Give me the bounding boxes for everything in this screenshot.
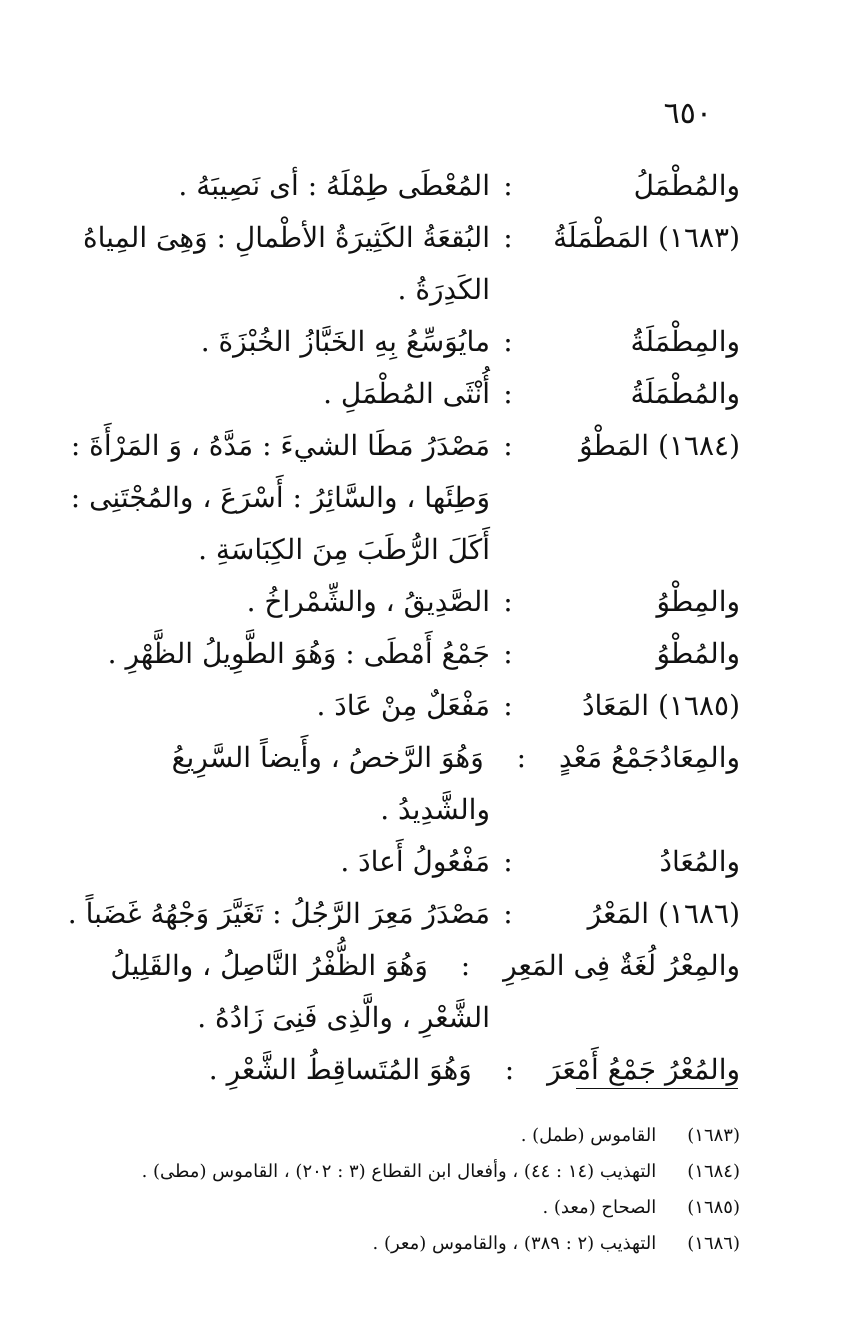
footnote-item bbox=[60, 1154, 740, 1190]
footnote-number: (١٦٨٥) bbox=[687, 1197, 740, 1218]
entry-item bbox=[60, 680, 740, 732]
footnote-number: (١٦٨٣) bbox=[687, 1125, 740, 1146]
entry-colon: : bbox=[503, 377, 513, 410]
entry-headword: والمُعَادُ bbox=[659, 845, 740, 878]
entry-headword: والمِطْمَلَةُ bbox=[630, 325, 740, 358]
entry-definition: المُعْطَى طِمْلَهُ : أى نَصِيبَهُ . bbox=[178, 169, 490, 202]
entry-headword: (١٦٨٥) المَعَادُ bbox=[582, 689, 740, 722]
entry-colon: : bbox=[503, 429, 513, 462]
entry-headword: والمِطْوُ bbox=[656, 585, 740, 618]
entry-headword: (١٦٨٤) المَطْوُ bbox=[579, 429, 740, 462]
footnote-number: (١٦٨٤) bbox=[687, 1161, 740, 1182]
entry-headword: والمُطْمَلُ bbox=[633, 169, 740, 202]
entry-item bbox=[60, 576, 740, 628]
entry-item bbox=[60, 368, 740, 420]
entry-definition: أُنْثَى المُطْمَلِ . bbox=[323, 377, 490, 410]
entry-item bbox=[60, 940, 740, 1044]
entry-colon: : bbox=[503, 689, 513, 722]
entry-definition: البُقعَةُ الكَثِيرَةُ الأطْمالِ : وَهِىَ المِياهُ الكَدِرَةُ . bbox=[82, 221, 490, 306]
entry-colon: : bbox=[503, 845, 513, 878]
entry-headword: والمِعَادُجَمْعُ مَعْدٍ bbox=[558, 741, 740, 774]
entry-headword: والمِعْرُ لُغَةٌ فِى المَعِرِ bbox=[503, 949, 740, 982]
footnote-item bbox=[60, 1226, 740, 1262]
footnote-text: الصحاح (معد) . bbox=[542, 1197, 657, 1218]
entry-colon: : bbox=[503, 325, 513, 358]
entry-colon: : bbox=[503, 897, 513, 930]
footnote-text: التهذيب (٢ : ٣٨٩) ، والقاموس (معر) . bbox=[372, 1233, 657, 1254]
entry-item bbox=[60, 420, 740, 576]
entry-item bbox=[60, 212, 740, 316]
entry-headword: والمُطْوُ bbox=[656, 637, 740, 670]
dictionary-entries bbox=[60, 160, 740, 1096]
entry-definition: جَمْعُ أَمْطَى : وَهُوَ الطَّوِيلُ الظَّهْرِ . bbox=[107, 637, 490, 670]
footnote-item bbox=[60, 1190, 740, 1226]
entry-colon: : bbox=[460, 949, 471, 982]
entry-colon: : bbox=[503, 585, 513, 618]
entry-definition: مَصْدَرُ مَعِرَ الرَّجُلُ : تَغَيَّرَ وَجْهُهُ غَضَباً . bbox=[67, 897, 490, 930]
entry-colon: : bbox=[503, 169, 513, 202]
entry-definition: مايُوَسِّعُ بِهِ الخَبَّازُ الخُبْزَةَ . bbox=[200, 325, 490, 358]
entry-headword: (١٦٨٣) المَطْمَلَةُ bbox=[553, 221, 740, 254]
entry-item bbox=[60, 732, 740, 836]
entry-headword: والمُعْرُ جَمْعُ أَمْعَرَ bbox=[547, 1053, 740, 1086]
entry-item bbox=[60, 888, 740, 940]
entry-definition-continuation: والشَّدِيدُ . bbox=[380, 793, 490, 826]
entry-definition: وَهُوَ الرَّخصُ ، وأَيضاً السَّرِيعُ bbox=[171, 741, 484, 774]
entry-headword: والمُطْمَلَةُ bbox=[630, 377, 740, 410]
entry-item bbox=[60, 628, 740, 680]
entry-definition: مَفْعَلٌ مِنْ عَادَ . bbox=[316, 689, 490, 722]
footnote-number: (١٦٨٦) bbox=[687, 1233, 740, 1254]
footnotes bbox=[60, 1118, 740, 1262]
entry-headword: (١٦٨٦) المَعْرُ bbox=[587, 897, 740, 930]
entry-item bbox=[60, 836, 740, 888]
entry-definition: وَهُوَ المُتَساقِطُ الشَّعْرِ . bbox=[208, 1053, 472, 1086]
entry-colon: : bbox=[503, 637, 513, 670]
entry-definition: وَهُوَ الظُّفْرُ النَّاصِلُ ، والقَلِيلُ bbox=[110, 949, 428, 982]
entry-definition-continuation: الشَّعْرِ ، والَّذِى فَنِىَ زَادُهُ . bbox=[197, 1001, 490, 1034]
footnote-item bbox=[60, 1118, 740, 1154]
entry-colon: : bbox=[504, 1053, 515, 1086]
entry-definition: الصَّدِيقُ ، والشِّمْراخُ . bbox=[246, 585, 490, 618]
footnote-divider bbox=[576, 1088, 738, 1089]
page-number: ٦٥٠ bbox=[663, 96, 712, 131]
entry-item bbox=[60, 316, 740, 368]
footnote-text: القاموس (طمل) . bbox=[520, 1125, 657, 1146]
entry-definition: مَصْدَرُ مَطَا الشيءَ : مَدَّهُ ، وَ المَرْأَةَ : وَطِئَها ، والسَّائِرُ : أَسْرَعَ ، والمُجْتَنِى : أَكَلَ الرُّطَبَ مِنَ الكِبَاسَةِ . bbox=[70, 429, 490, 566]
entry-definition: مَفْعُولُ أَعادَ . bbox=[340, 845, 490, 878]
entry-colon: : bbox=[503, 221, 513, 254]
footnote-text: التهذيب (١٤ : ٤٤) ، وأفعال ابن القطاع (٣ : ٢٠٢) ، القاموس (مطى) . bbox=[141, 1161, 657, 1182]
entry-colon: : bbox=[516, 741, 527, 774]
entry-item bbox=[60, 160, 740, 212]
